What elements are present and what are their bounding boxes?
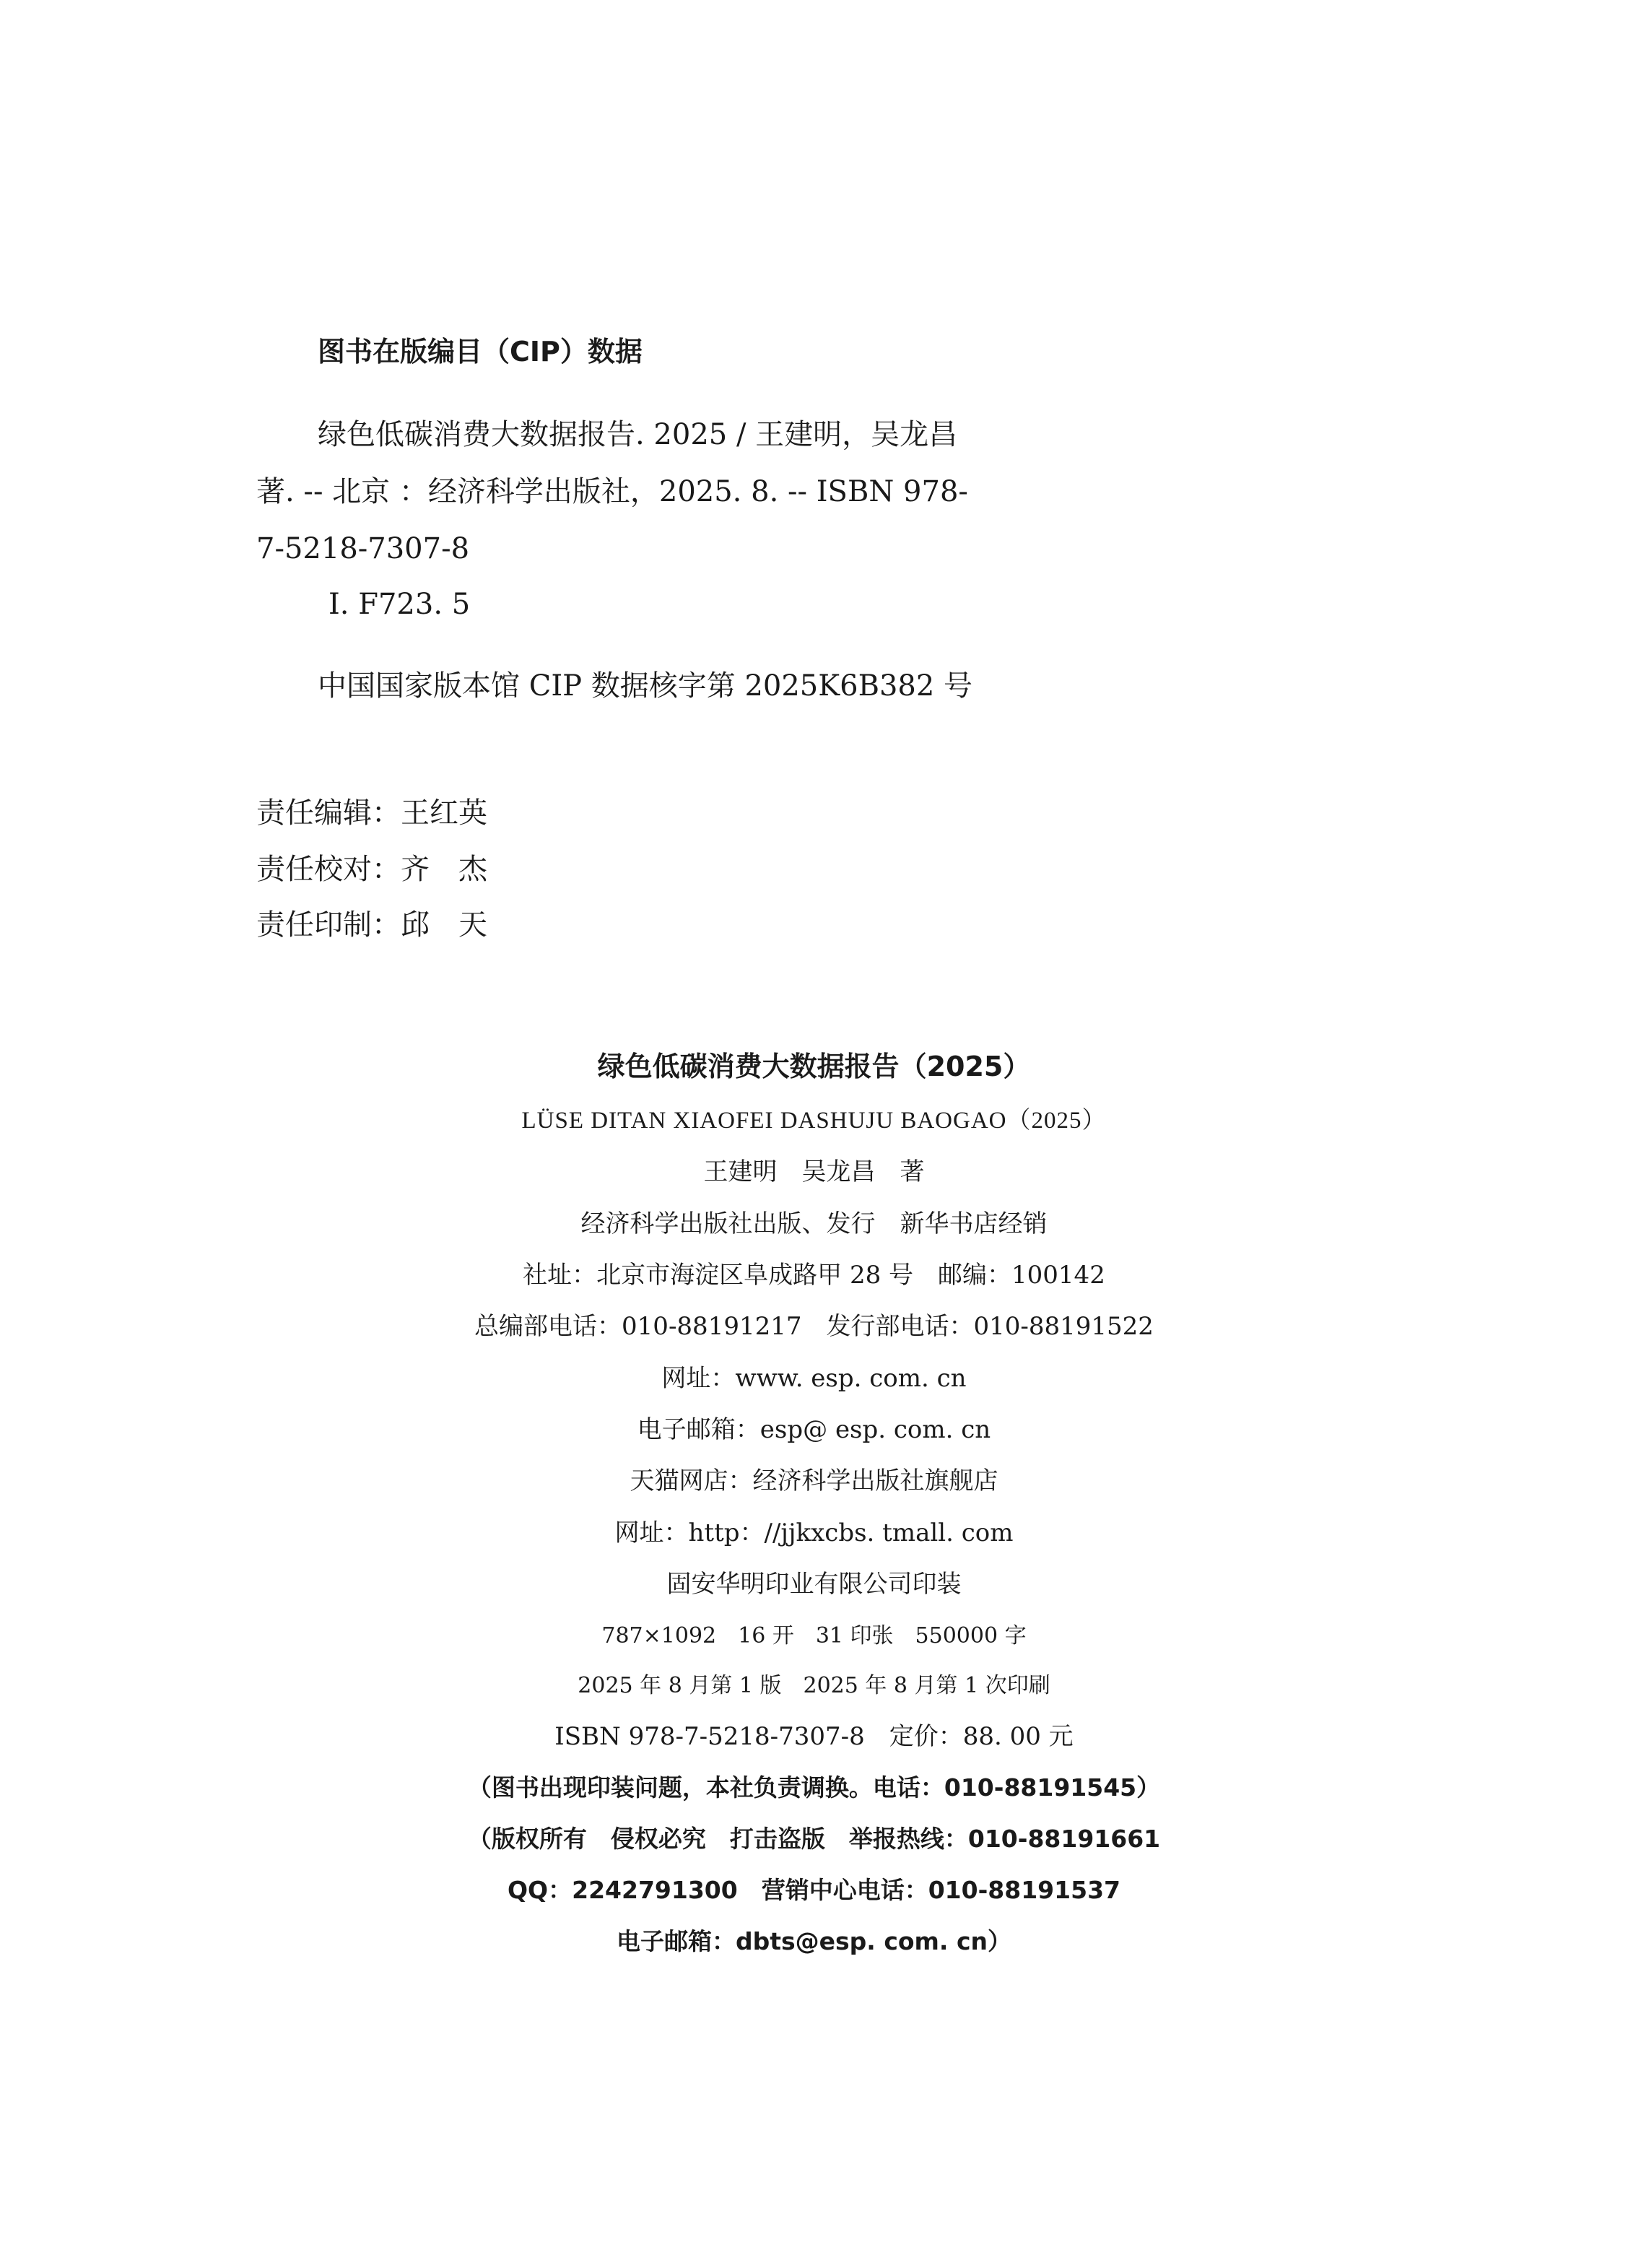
copyright-notice: （版权所有 侵权必究 打击盗版 举报热线：010-88191661 — [467, 1825, 1161, 1853]
tmall-store: 天猫网店：经济科学出版社旗舰店 — [630, 1467, 998, 1495]
cip-title-line: 绿色低碳消费大数据报告. 2025 / 王建明，吴龙昌 — [318, 418, 958, 451]
publisher-phones: 总编部电话：010-88191217 发行部电话：010-88191522 — [474, 1312, 1154, 1341]
tmall-url: 网址：http：//jjkxcbs. tmall. com — [614, 1518, 1014, 1547]
cip-heading: 图书在版编目（CIP）数据 — [318, 336, 643, 368]
book-title: 绿色低碳消费大数据报告（2025） — [597, 1051, 1031, 1082]
publisher-line: 经济科学出版社出版、发行 新华书店经销 — [580, 1209, 1048, 1238]
book-title-pinyin: LÜSE DITAN XIAOFEI DASHUJU BAOGAO（2025） — [521, 1108, 1107, 1134]
cip-isbn-line: 7-5218-7307-8 — [256, 532, 470, 565]
edition-info: 2025 年 8 月第 1 版 2025 年 8 月第 1 次印刷 — [578, 1673, 1050, 1698]
contact-qq-marketing: QQ：2242791300 营销中心电话：010-88191537 — [508, 1876, 1120, 1904]
responsible-proofreader: 责任校对：齐 杰 — [256, 853, 487, 886]
cip-classification: Ⅰ. F723. 5 — [328, 588, 471, 621]
publisher-address: 社址：北京市海淀区阜成路甲 28 号 邮编：100142 — [523, 1261, 1105, 1290]
isbn-price: ISBN 978-7-5218-7307-8 定价：88. 00 元 — [554, 1722, 1074, 1751]
publisher-website: 网址：www. esp. com. cn — [661, 1364, 967, 1393]
publisher-email: 电子邮箱：esp@ esp. com. cn — [637, 1415, 991, 1444]
cip-record-number: 中国国家版本馆 CIP 数据核字第 2025K6B382 号 — [318, 669, 973, 703]
printer: 固安华明印业有限公司印装 — [666, 1570, 962, 1599]
responsible-editor: 责任编辑：王红英 — [256, 796, 487, 830]
authors: 王建明 吴龙昌 著 — [703, 1157, 925, 1186]
book-specs: 787×1092 16 开 31 印张 550000 字 — [601, 1623, 1027, 1648]
responsible-printing: 责任印制：邱 天 — [256, 908, 487, 942]
cip-publication-line: 著. -- 北京 ：经济科学出版社，2025. 8. -- ISBN 978- — [256, 475, 968, 508]
printing-issue-notice: （图书出现印装问题，本社负责调换。电话：010-88191545） — [467, 1773, 1161, 1802]
contact-email: 电子邮箱：dbts@esp. com. cn） — [616, 1927, 1012, 1955]
